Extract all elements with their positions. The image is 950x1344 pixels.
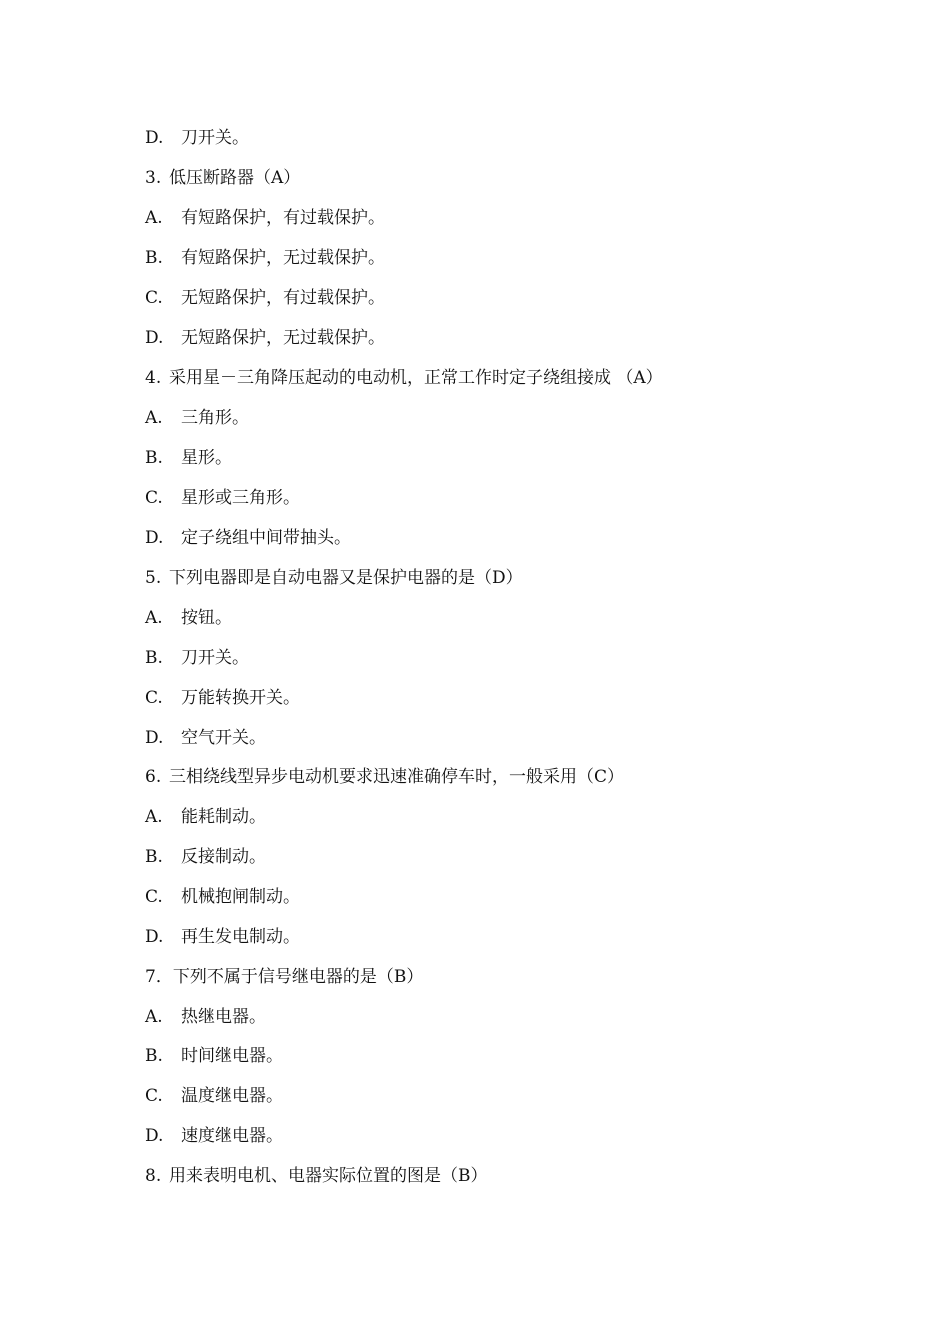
question-8: 8. 用来表明电机、电器实际位置的图是（B） bbox=[145, 1166, 488, 1186]
option-d-q2: D. 刀开关。 bbox=[145, 128, 249, 148]
option-d-q3: D. 无短路保护，无过载保护。 bbox=[145, 328, 385, 348]
option-b-q6: B. 反接制动。 bbox=[145, 847, 266, 867]
option-d-q6: D. 再生发电制动。 bbox=[145, 927, 300, 947]
option-c-q3: C. 无短路保护，有过载保护。 bbox=[145, 288, 385, 308]
option-d-q5: D. 空气开关。 bbox=[145, 728, 266, 748]
question-6: 6. 三相绕线型异步电动机要求迅速准确停车时，一般采用（C） bbox=[145, 767, 625, 787]
option-a-q5: A. 按钮。 bbox=[145, 608, 232, 628]
option-c-q5: C. 万能转换开关。 bbox=[145, 688, 300, 708]
option-a-q7: A. 热继电器。 bbox=[145, 1007, 266, 1027]
option-b-q3: B. 有短路保护，无过载保护。 bbox=[145, 248, 385, 268]
question-5: 5. 下列电器即是自动电器又是保护电器的是（D） bbox=[145, 568, 523, 588]
question-3: 3. 低压断路器（A） bbox=[145, 168, 301, 188]
question-4: 4. 采用星－三角降压起动的电动机，正常工作时定子绕组接成 （A） bbox=[145, 368, 663, 388]
option-d-q4: D. 定子绕组中间带抽头。 bbox=[145, 528, 351, 548]
option-a-q6: A. 能耗制动。 bbox=[145, 807, 266, 827]
option-c-q7: C. 温度继电器。 bbox=[145, 1086, 283, 1106]
question-7: 7．下列不属于信号继电器的是（B） bbox=[145, 967, 424, 987]
option-b-q4: B. 星形。 bbox=[145, 448, 232, 468]
option-a-q4: A. 三角形。 bbox=[145, 408, 249, 428]
option-b-q5: B. 刀开关。 bbox=[145, 648, 249, 668]
option-c-q4: C. 星形或三角形。 bbox=[145, 488, 300, 508]
option-b-q7: B. 时间继电器。 bbox=[145, 1046, 283, 1066]
option-c-q6: C. 机械抱闸制动。 bbox=[145, 887, 300, 907]
option-d-q7: D. 速度继电器。 bbox=[145, 1126, 283, 1146]
option-a-q3: A. 有短路保护，有过载保护。 bbox=[145, 208, 385, 228]
